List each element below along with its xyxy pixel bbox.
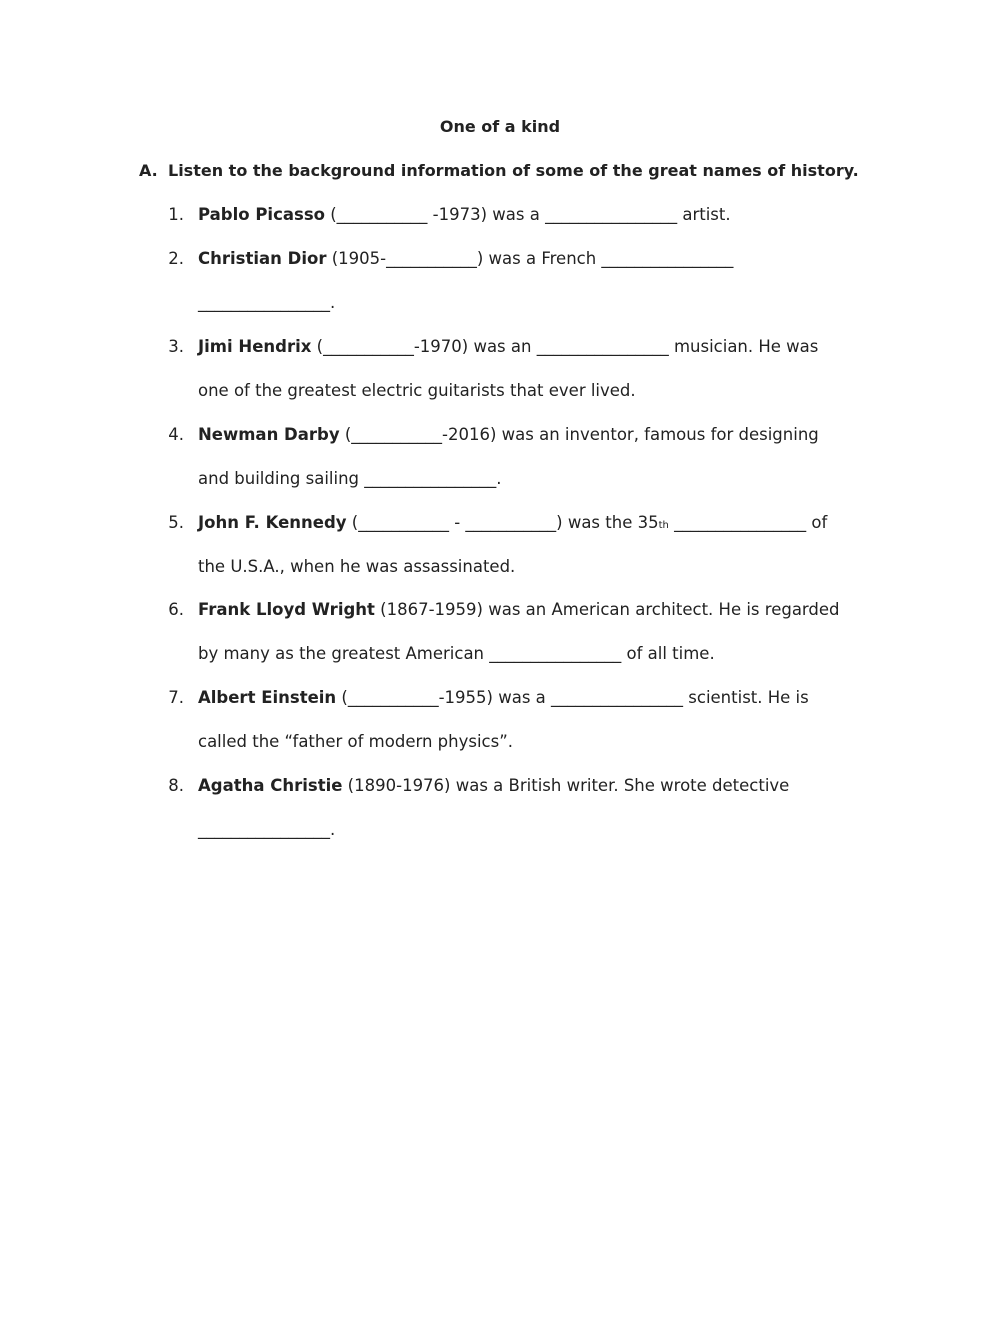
item-line-2: called the “father of modern physics”. [198,732,514,751]
item-line-1 [198,588,840,632]
item-line-2: the U.S.A., when he was assassinated. [198,557,516,576]
item-number: 3. [168,337,184,356]
item-number: 2. [168,249,184,268]
item-line-1 [198,764,789,808]
item-line-2: by many as the greatest American ________________ of all time. [198,644,715,663]
item-line-1 [198,413,819,457]
page-title: One of a kind [439,117,561,136]
item-sentence: (___________-2016) was an inventor, famous for designing [339,425,819,444]
item-sentence: (___________-1970) was an ________________ musician. He was [311,337,819,356]
item-line-2: ________________. [198,820,336,839]
item-number: 1. [168,205,184,224]
item-line-2: one of the greatest electric guitarists that ever lived. [198,381,636,400]
person-name: Agatha Christie [198,776,343,795]
item-sentence: (___________-1955) was a ________________ scientist. He is [336,688,809,707]
item-number: 4. [168,425,184,444]
item-sentence: (1867-1959) was an American architect. He is regarded [374,600,840,619]
item-line-1 [198,676,809,720]
person-name: Frank Lloyd Wright [198,600,375,619]
person-name: Pablo Picasso [198,205,325,224]
item-line-2: and building sailing ________________. [198,469,502,488]
person-name: Albert Einstein [198,688,337,707]
item-sentence: (___________ - ___________) was the 35 [346,513,659,532]
item-line-1 [198,501,827,548]
item-sentence: (___________ -1973) was a ________________ artist. [324,205,731,224]
item-line-1 [198,325,818,369]
ordinal-suffix: th [658,520,669,531]
item-line-2: ________________. [198,293,336,312]
item-number: 7. [168,688,184,707]
item-sentence: (1890-1976) was a British writer. She wrote detective [342,776,790,795]
person-name: John F. Kennedy [198,513,347,532]
item-sentence-end: ________________ of [668,513,828,532]
item-sentence: (1905-___________) was a French ________________ [326,249,734,268]
item-number: 8. [168,776,184,795]
item-line-1 [198,193,731,237]
section-letter: A. [139,161,158,180]
person-name: Newman Darby [198,425,340,444]
section-heading [139,160,859,182]
item-number: 6. [168,600,184,619]
person-name: Jimi Hendrix [198,337,312,356]
person-name: Christian Dior [198,249,327,268]
item-number: 5. [168,513,184,532]
item-line-1 [198,237,733,281]
section-instruction: Listen to the background information of some of the great names of history. [168,161,859,180]
